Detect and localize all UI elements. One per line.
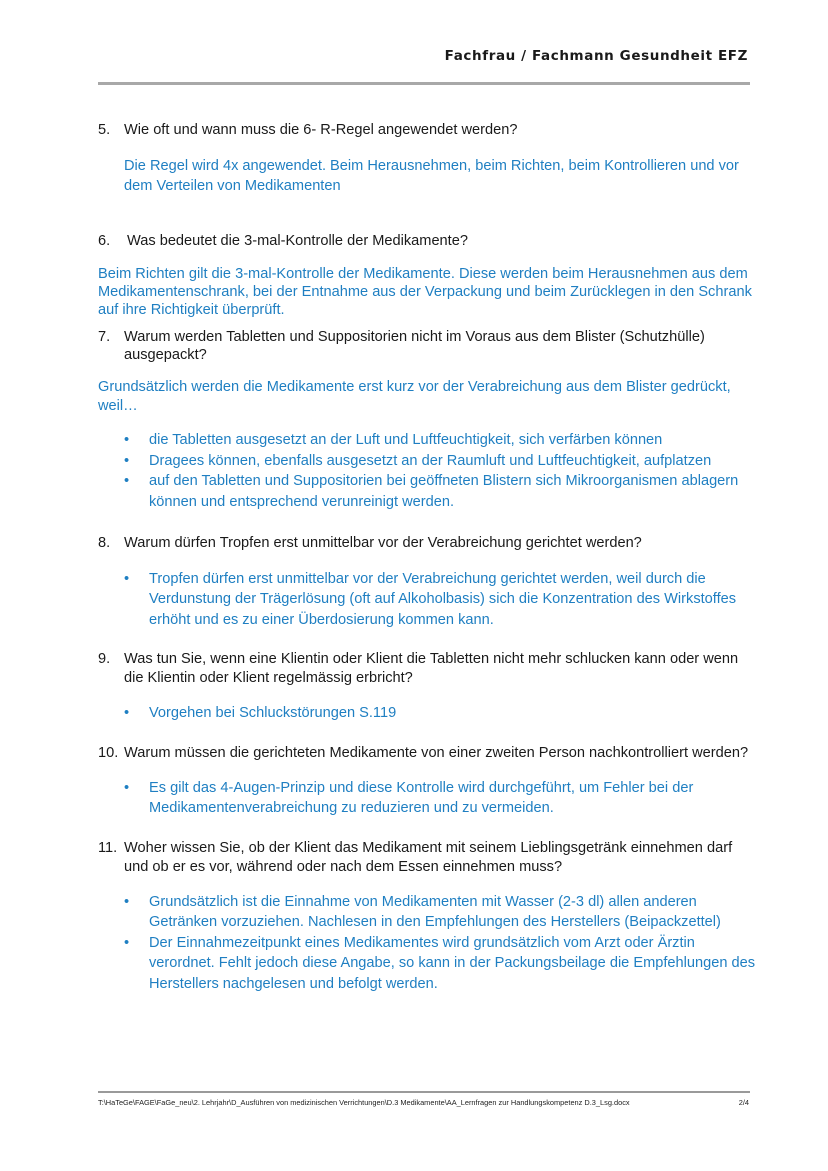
list-item: • Der Einnahmezeitpunkt eines Medikamentes wird grundsätzlich vom Arzt oder Ärztin verordnet. Fehlt jedoch diese Angabe, so kann in der Packungsbeilage die Empfehlungen des Herstellers nachgelesen und befolgt werden. [124,933,758,995]
answer-11-list [98,892,758,995]
list-item: • die Tabletten ausgesetzt an der Luft und Luftfeuchtigkeit, sich verfärben können [124,430,758,451]
question-text: Warum dürfen Tropfen erst unmittelbar vor der Verabreichung gerichtet werden? [124,535,642,551]
question-number: 5. [98,122,111,138]
document-body [98,120,758,994]
question-number: 6. [98,232,111,249]
answer-5: Die Regel wird 4x angewendet. Beim Herausnehmen, beim Richten, beim Kontrollieren und vor dem Verteilen von Medikamenten [124,157,739,194]
answer-10-list [98,778,758,819]
list-item: • Es gilt das 4-Augen-Prinzip und diese Kontrolle wird durchgeführt, um Fehler bei der Medikamentenverabreichung zu reduzieren und zu vermeiden. [124,778,758,819]
question-text: Woher wissen Sie, ob der Klient das Medikament mit seinem Lieblingsgetränk einnehmen darf und ob er es vor, während oder nach dem Essen einnehmen muss? [124,839,733,875]
question-text: Warum müssen die gerichteten Medikamente von einer zweiten Person nachkontrolliert werden? [124,744,749,761]
list-item: • Tropfen dürfen erst unmittelbar vor der Verabreichung gerichtet werden, weil durch die Verdunstung der Trägerlösung (oft auf Alkoholbasis) sich die Konzentration des Wirkstoffes erhöht und es zu einer Überdosierung kommen kann. [124,569,758,631]
question-number: 7. [98,329,111,345]
question-6 [98,231,758,252]
question-text: Warum werden Tabletten und Suppositorien nicht im Voraus aus dem Blister (Schutzhülle) ausgepackt? [124,329,705,363]
question-11 [98,839,758,877]
answer-7: Grundsätzlich werden die Medikamente erst kurz vor der Verabreichung aus dem Blister gedrückt, weil… [98,379,731,414]
question-number: 10. [98,744,119,761]
question-text: Was tun Sie, wenn eine Klientin oder Klient die Tabletten nicht mehr schlucken kann oder wenn die Klientin oder Klient regelmässig erbricht? [124,651,739,686]
header-divider [98,82,750,85]
header-title: Fachfrau / Fachmann Gesundheit EFZ [444,48,748,64]
question-text: Wie oft und wann muss die 6- R-Regel angewendet werden? [124,122,518,138]
question-number: 8. [98,535,111,551]
question-7 [98,328,758,364]
question-5 [98,120,758,141]
question-10 [98,744,758,763]
answer-8-list [98,569,758,631]
question-text: Was bedeutet die 3-mal-Kontrolle der Medikamente? [127,232,468,249]
answer-7-list [98,430,758,512]
answer-6: Beim Richten gilt die 3-mal-Kontrolle der Medikamente. Diese werden beim Herausnehmen aus dem Medikamentenschrank, bei der Entnahme aus der Verpackung und beim Zurücklegen in den Schrank auf ihre Richtigkeit überprüft. [98,266,752,318]
footer-divider [98,1091,750,1093]
file-path: T:\HaTeGe\FAGE\FaGe_neu\2. Lehrjahr\D_Ausführen von medizinischen Verrichtungen\D.3 Medikamente\AA_Lernfragen zur Handlungskompetenz D.3_Lsg.docx [98,1098,630,1107]
question-9 [98,650,758,688]
list-item: • auf den Tabletten und Suppositorien bei geöffneten Blistern sich Mikroorganismen ablagern können und entsprechend verunreinigt werden. [124,471,758,512]
list-item: • Vorgehen bei Schluckstörungen S.119 [124,703,758,724]
question-8 [98,533,758,554]
question-number: 11. [98,839,118,856]
answer-9-list [98,703,758,724]
list-item: • Dragees können, ebenfalls ausgesetzt an der Raumluft und Luftfeuchtigkeit, aufplatzen [124,451,758,472]
list-item: • Grundsätzlich ist die Einnahme von Medikamenten mit Wasser (2-3 dl) allen anderen Getränken vorzuziehen. Nachlesen in den Empfehlungen des Herstellers (Beipackzettel) [124,892,758,933]
page-number: 2/4 [738,1098,749,1107]
question-number: 9. [98,651,111,667]
